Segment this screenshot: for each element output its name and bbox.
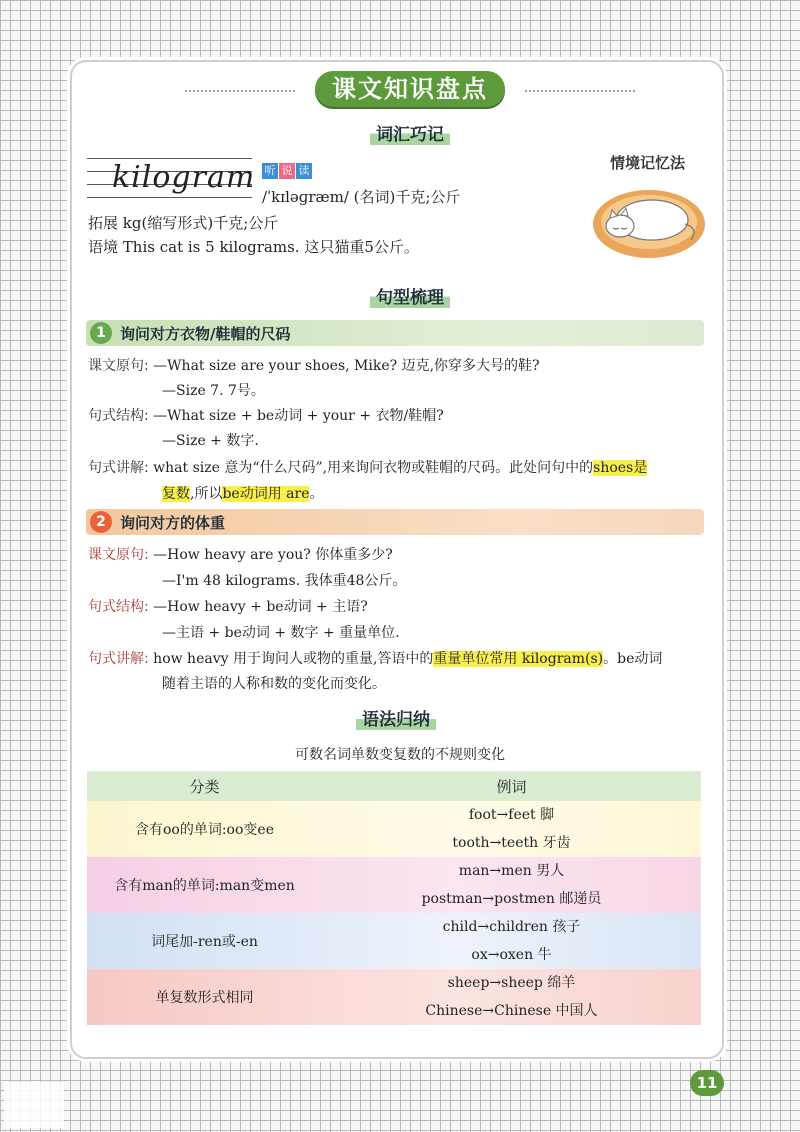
vocab-word: kilogram	[112, 160, 256, 195]
sleeping-cat-illustration	[590, 180, 708, 260]
patterns-section-title: 句型梳理	[370, 283, 450, 308]
pattern-1-original	[88, 355, 540, 375]
skill-tags	[262, 162, 313, 179]
vocab-phonetic: /ˈkɪləɡræm/ (名词)千克;公斤	[262, 188, 461, 206]
pattern-2-structure-q: —How heavy + be动词 + 主语?	[153, 599, 368, 615]
vocab-context	[88, 236, 419, 257]
pattern-2-explain-text: how heavy 用于询问人或物的重量,答语中的	[153, 651, 434, 667]
pattern-1-header	[86, 320, 704, 346]
highlight-be-are: be动词用 are	[222, 486, 310, 502]
pattern-2-explain-line2: 随着主语的人称和数的变化而变化。	[162, 676, 386, 692]
example-word: man→men 男人	[458, 863, 565, 879]
label-structure-2: 句式结构:	[88, 599, 149, 615]
pattern-2-title: 询问对方的体重	[120, 514, 226, 532]
explain-connector: ,所以	[190, 486, 223, 502]
pattern-1-explain-line2	[162, 483, 323, 503]
plural-rules-table	[87, 771, 701, 1025]
pattern-1-structure-a: —Size + 数字.	[162, 433, 259, 449]
pattern-1-explain-text: what size 意为“什么尺码”,用来询问衣物或鞋帽的尺码。此处问句中的	[153, 460, 594, 476]
pattern-2-number: 2	[90, 511, 112, 533]
col-header-examples: 例词	[322, 771, 701, 801]
explain-end: 。	[309, 486, 324, 502]
context-label: 语境	[88, 238, 119, 256]
label-structure: 句式结构:	[88, 408, 149, 424]
label-explain-2: 句式讲解:	[88, 651, 149, 667]
example-word: ox→oxen 牛	[471, 947, 552, 963]
example-word: sheep→sheep 绵羊	[447, 975, 576, 991]
table-header-row	[87, 771, 701, 801]
publisher-stamp	[4, 1082, 64, 1128]
highlight-plural: 复数	[162, 486, 190, 502]
example-word: tooth→teeth 牙齿	[452, 835, 571, 851]
highlight-shoes: shoes是	[593, 460, 648, 476]
highlight-kilogram: 重量单位常用 kilogram(s)	[433, 651, 604, 667]
table-title: 可数名词单数变复数的不规则变化	[295, 747, 505, 763]
pattern-2-header	[86, 509, 704, 535]
vocab-section-title: 词汇巧记	[370, 120, 450, 145]
grammar-section-title: 语法归纳	[356, 705, 436, 730]
pattern-2-original	[88, 544, 393, 564]
tag-speak: 说	[279, 163, 295, 179]
pattern-2-structure	[88, 596, 368, 616]
page-title: 课文知识盘点	[315, 71, 505, 107]
memory-label: 情境记忆法	[610, 154, 686, 172]
example-word: Chinese→Chinese 中国人	[425, 1003, 598, 1019]
example-word: postman→postmen 邮递员	[421, 891, 602, 907]
page-number: 11	[690, 1070, 724, 1096]
pattern-1-structure-q: —What size + be动词 + your + 衣物/鞋帽?	[153, 408, 444, 424]
example-word: child→children 孩子	[442, 919, 581, 935]
pattern-1-explain	[88, 457, 647, 477]
title-divider-right	[525, 90, 635, 92]
vocab-extend	[88, 212, 278, 233]
label-original-2: 课文原句:	[88, 547, 149, 563]
tag-read: 读	[296, 163, 312, 179]
row-category: 词尾加-ren或-en	[151, 934, 258, 950]
col-header-category: 分类	[87, 771, 322, 801]
pattern-2-original-q: —How heavy are you? 你体重多少?	[153, 547, 393, 563]
pattern-1-number: 1	[90, 322, 112, 344]
row-category: 含有oo的单词:oo变ee	[134, 822, 274, 838]
pattern-2-explain-tail: 。be动词	[603, 651, 663, 667]
row-category: 单复数形式相同	[155, 990, 254, 1006]
row-category: 含有man的单词:man变men	[114, 878, 295, 894]
context-text: This cat is 5 kilograms. 这只猫重5公斤。	[122, 238, 419, 256]
table-row	[87, 857, 701, 913]
pattern-1-title: 询问对方衣物/鞋帽的尺码	[120, 325, 291, 343]
table-row	[87, 801, 701, 857]
table-row	[87, 969, 701, 1025]
pattern-1-original-a: —Size 7. 7号。	[162, 383, 265, 399]
example-word: foot→feet 脚	[468, 807, 555, 823]
label-explain: 句式讲解:	[88, 460, 149, 476]
pattern-1-structure	[88, 405, 444, 425]
pattern-2-explain	[88, 648, 662, 668]
label-original: 课文原句:	[88, 358, 149, 374]
extend-text: kg(缩写形式)千克;公斤	[122, 214, 279, 232]
pattern-1-original-q: —What size are your shoes, Mike? 迈克,你穿多大号的鞋?	[153, 358, 540, 374]
title-divider-left	[185, 90, 295, 92]
tag-listen: 听	[262, 163, 278, 179]
pattern-2-original-a: —I'm 48 kilograms. 我体重48公斤。	[162, 573, 407, 589]
table-row	[87, 913, 701, 969]
pattern-2-structure-a: —主语 + be动词 + 数字 + 重量单位.	[162, 625, 400, 641]
extend-label: 拓展	[88, 214, 119, 232]
